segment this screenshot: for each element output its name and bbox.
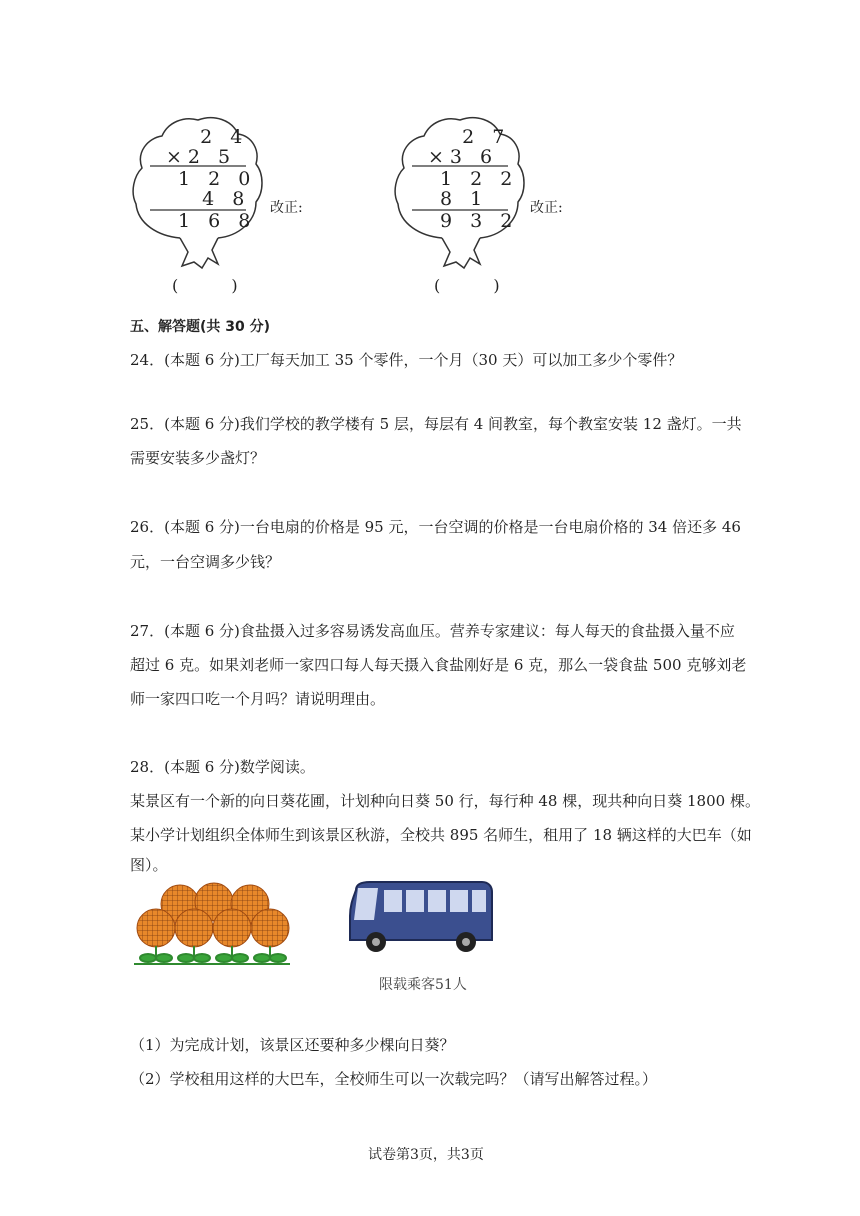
question-28-line-2: 某景区有一个新的向日葵花圃，计划种向日葵 50 行，每行种 48 棵，现共种向日葵 1800 棵。 bbox=[130, 792, 760, 810]
question-25-line-2: 需要安装多少盏灯？ bbox=[130, 449, 266, 467]
question-25-line-1: 25．(本题 6 分)我们学校的教学楼有 5 层，每层有 4 间教室，每个教室安装 12 盏灯。一共 bbox=[130, 415, 742, 433]
sunflower-image bbox=[132, 880, 292, 968]
question-27-line-3: 师一家四口吃一个月吗？请说明理由。 bbox=[130, 690, 386, 708]
page-footer: 试卷第3页，共3页 bbox=[368, 1147, 484, 1163]
question-28-line-4: 图）。 bbox=[130, 856, 168, 874]
question-28-sub-1: （1）为完成计划，该景区还要种多少棵向日葵？ bbox=[130, 1036, 455, 1054]
question-27-line-1: 27．(本题 6 分)食盐摄入过多容易诱发高血压。营养专家建议：每人每天的食盐摄入量不应 bbox=[130, 622, 735, 640]
calc-line-2: ×3 6 bbox=[428, 146, 499, 168]
correction-label-1: 改正: bbox=[270, 200, 303, 216]
calc-line-4: 4 8 bbox=[166, 188, 251, 210]
calc-line-5: 1 6 8 bbox=[166, 210, 257, 232]
calc-line-4: 8 1 bbox=[428, 188, 489, 210]
question-26-line-2: 元，一台空调多少钱？ bbox=[130, 553, 281, 571]
tree-problem-2 bbox=[390, 112, 530, 272]
calc-line-3: 1 2 2 bbox=[428, 168, 519, 190]
question-27-line-2: 超过 6 克。如果刘老师一家四口每人每天摄入食盐刚好是 6 克，那么一袋食盐 500 克够刘老 bbox=[130, 656, 747, 674]
section-title: 五、解答题(共 30 分) bbox=[130, 319, 271, 335]
calc-line-3: 1 2 0 bbox=[166, 168, 257, 190]
bus-image bbox=[344, 880, 494, 960]
calc-line-1: 2 7 bbox=[438, 126, 511, 148]
tree-problem-1 bbox=[128, 112, 268, 272]
correction-label-2: 改正: bbox=[530, 200, 563, 216]
calc-line-1: 2 4 bbox=[176, 126, 249, 148]
answer-paren-1[interactable]: ( ) bbox=[172, 276, 262, 295]
calc-line-2: ×2 5 bbox=[166, 146, 237, 168]
bus-caption: 限载乘客51人 bbox=[379, 977, 467, 993]
question-28-sub-2: （2）学校租用这样的大巴车，全校师生可以一次载完吗？（请写出解答过程。） bbox=[130, 1070, 658, 1088]
answer-paren-2[interactable]: ( ) bbox=[434, 276, 524, 295]
calc-line-5: 9 3 2 bbox=[428, 210, 519, 232]
question-28-line-3: 某小学计划组织全体师生到该景区秋游，全校共 895 名师生，租用了 18 辆这样的大巴车（如 bbox=[130, 826, 752, 844]
question-24: 24．(本题 6 分)工厂每天加工 35 个零件，一个月（30 天）可以加工多少个零件？ bbox=[130, 351, 683, 369]
question-26-line-1: 26．(本题 6 分)一台电扇的价格是 95 元，一台空调的价格是一台电扇价格的 34 倍还多 46 bbox=[130, 518, 741, 536]
question-28-line-1: 28．(本题 6 分)数学阅读。 bbox=[130, 758, 315, 776]
